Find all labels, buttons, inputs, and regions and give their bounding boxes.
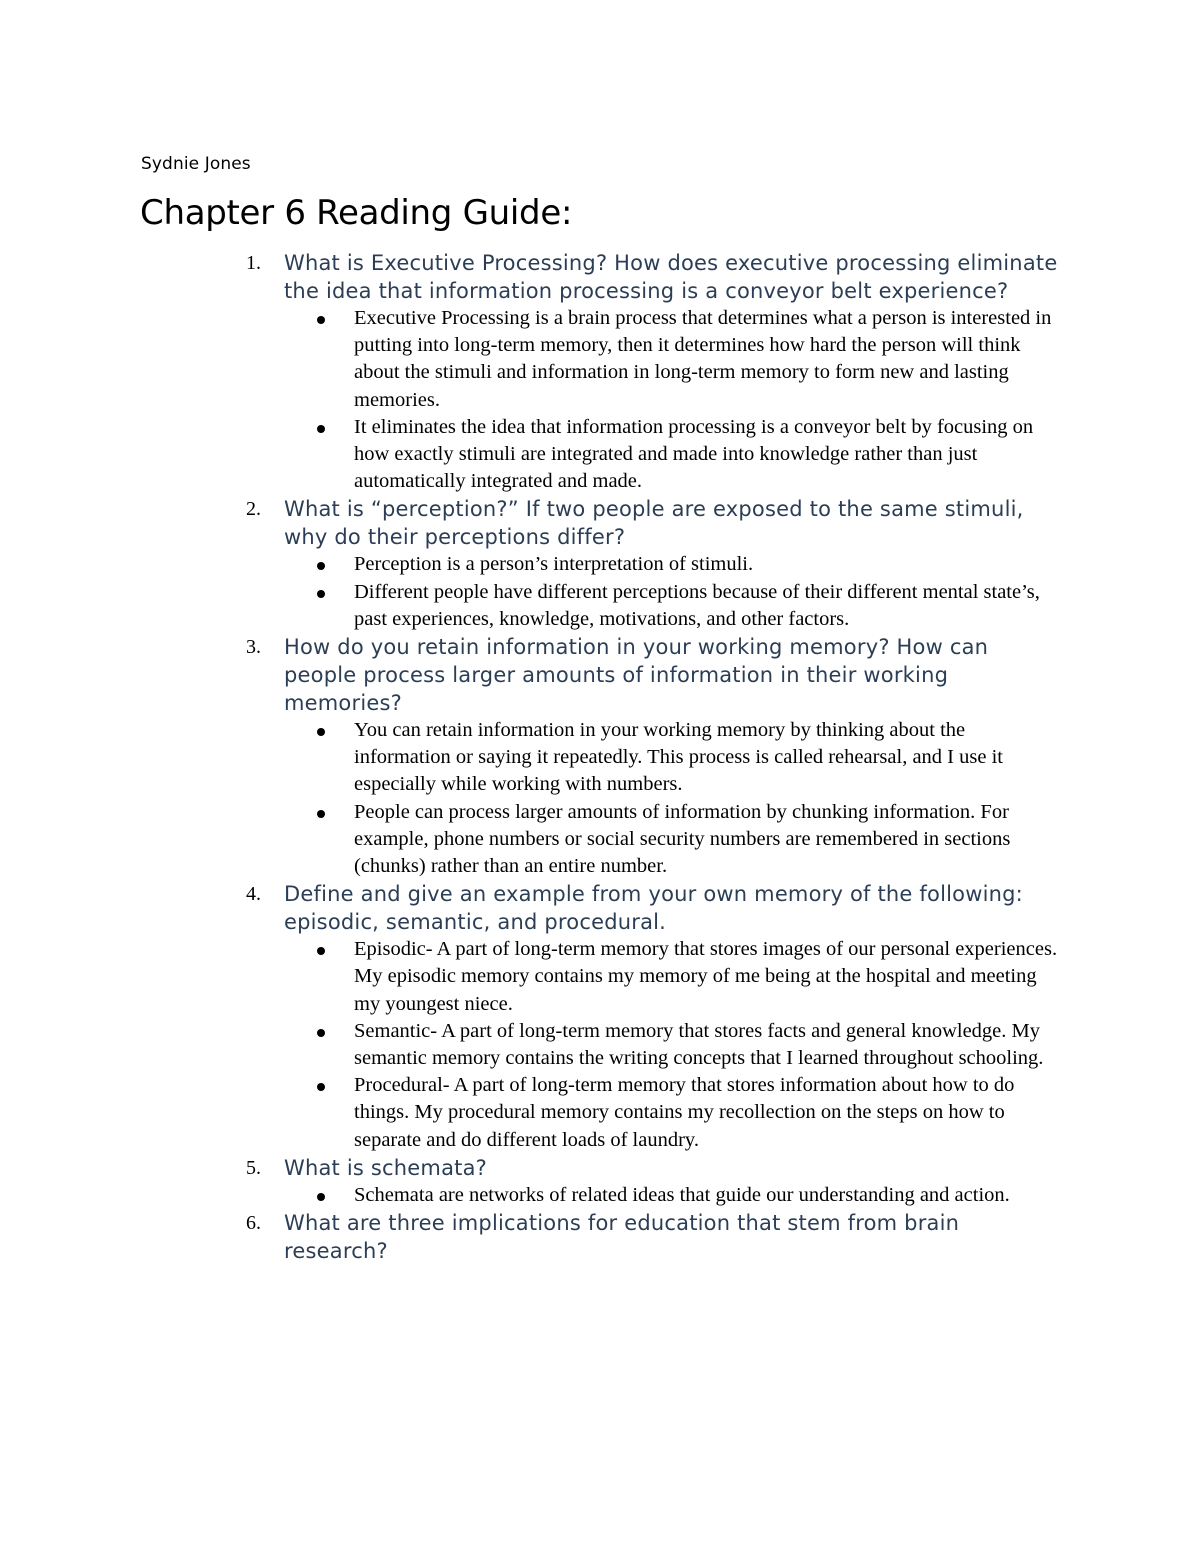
question-number: 5. [246, 1156, 261, 1179]
answer-item [284, 1018, 1064, 1072]
answer-item [284, 799, 1064, 881]
bullet-icon [317, 947, 325, 955]
answer-list [284, 936, 1064, 1154]
answer-text: Schemata are networks of related ideas that guide our understanding and action. [354, 1183, 1010, 1206]
question-text: Define and give an example from your own memory of the following: episodic, semantic, and procedural. [284, 882, 1023, 935]
answer-text: You can retain information in your working memory by thinking about the information or saying it repeatedly. This process is called rehearsal, and I use it especially while working with numbers. [354, 719, 1003, 796]
answer-text: Perception is a person’s interpretation of stimuli. [354, 553, 754, 576]
bullet-icon [317, 590, 325, 598]
answer-text: Semantic- A part of long-term memory that stores facts and general knowledge. My semantic memory contains the writing concepts that I learned throughout schooling. [354, 1019, 1044, 1070]
question-number: 2. [246, 498, 261, 521]
bullet-icon [317, 316, 325, 324]
answer-item [284, 936, 1064, 1018]
bullet-icon [317, 1029, 325, 1037]
question-list [0, 249, 1200, 1265]
question-text: What is “perception?” If two people are exposed to the same stimuli, why do their perceptions differ? [284, 497, 1024, 550]
answer-text: Procedural- A part of long-term memory that stores information about how to do things. My procedural memory contains my recollection on the steps on how to separate and do different loads of laundry. [354, 1074, 1015, 1151]
bullet-icon [317, 562, 325, 570]
question-text: What are three implications for education that stem from brain research? [284, 1211, 960, 1264]
question-number: 6. [246, 1212, 261, 1235]
bullet-icon [317, 810, 325, 818]
document-title: Chapter 6 Reading Guide: [140, 193, 573, 233]
bullet-icon [317, 425, 325, 433]
answer-list [284, 551, 1064, 633]
author-name: Sydnie Jones [141, 154, 251, 174]
question-item [0, 1154, 1064, 1209]
answer-list [284, 1182, 1064, 1209]
answer-item [284, 717, 1064, 799]
answer-text: Different people have different perceptions because of their different mental state’s, past experiences, knowledge, motivations, and other factors. [354, 580, 1040, 630]
answer-text: It eliminates the idea that information processing is a conveyor belt by focusing on how exactly stimuli are integrated and made into knowledge rather than just automatically integrated and made. [354, 415, 1034, 493]
answer-item [284, 1072, 1064, 1154]
answer-item [284, 551, 1064, 578]
bullet-icon [317, 1193, 325, 1201]
answer-text: Executive Processing is a brain process that determines what a person is interested in putting into long-term memory, then it determines how hard the person will think about the stimuli and information in long-term memory to form new and lasting memories. [354, 307, 1052, 411]
question-number: 4. [246, 883, 261, 906]
question-item [0, 495, 1064, 633]
question-text: How do you retain information in your working memory? How can people process larger amounts of information in their working memories? [284, 635, 989, 716]
answer-text: People can process larger amounts of information by chunking information. For example, phone numbers or social security numbers are remembered in sections (chunks) rather than an entire number. [354, 800, 1011, 878]
answer-item [284, 579, 1064, 633]
question-item [0, 1209, 1064, 1265]
question-item [0, 880, 1064, 1154]
question-item [0, 633, 1064, 880]
question-item [0, 249, 1064, 495]
question-number: 3. [246, 636, 261, 659]
question-number: 1. [246, 252, 261, 274]
answer-list [284, 305, 1064, 495]
question-text: What is Executive Processing? How does executive processing eliminate the idea that information processing is a conveyor belt experience? [284, 251, 1058, 303]
answer-item [284, 414, 1064, 496]
answer-list [284, 717, 1064, 880]
answer-item [284, 305, 1064, 414]
answer-text: Episodic- A part of long-term memory that stores images of our personal experiences. My episodic memory contains my memory of me being at the hospital and meeting my youngest niece. [354, 938, 1058, 1015]
question-text: What is schemata? [284, 1155, 487, 1180]
bullet-icon [317, 1083, 325, 1091]
answer-item [284, 1182, 1064, 1209]
bullet-icon [317, 728, 325, 736]
